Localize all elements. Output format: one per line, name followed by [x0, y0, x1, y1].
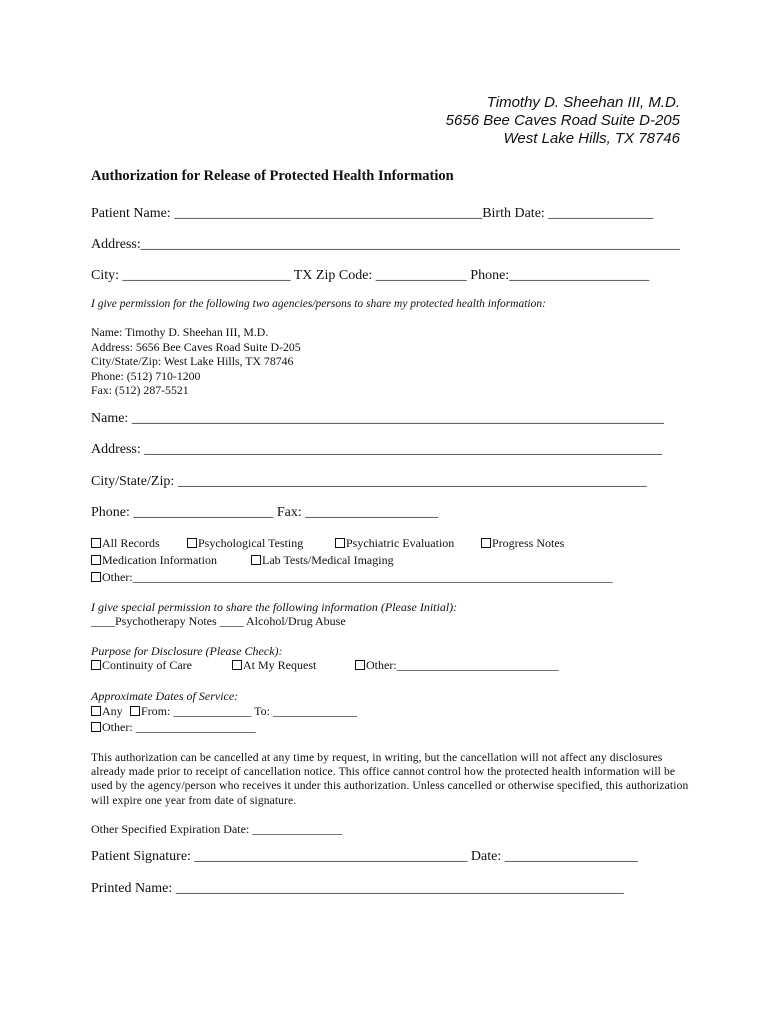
recipient-address-line[interactable]: Address: __________________________________________________________________________	[91, 442, 663, 457]
printed-name-line[interactable]: Printed Name: ________________________________________________________________	[91, 881, 624, 896]
expiration-date-line[interactable]: Other Specified Expiration Date: _______________	[91, 822, 343, 836]
checkbox-icon[interactable]	[187, 538, 197, 548]
provider-city: City/State/Zip: West Lake Hills, TX 78746	[91, 354, 294, 368]
cancellation-disclaimer: This authorization can be cancelled at any time by request, in writing, but the cancellation will not affect any disclosures already made prior to receipt of cancellation notice. This office cannot control how the protected health information will be used by the agency/person who receives it under this authorization. Unless cancelled or otherwise specified, this authorization will expire one year from date of signature.	[91, 751, 689, 807]
recipient-phone-fax-line[interactable]: Phone: ____________________ Fax: ___________________	[91, 505, 439, 520]
recipient-city-line[interactable]: City/State/Zip: ___________________________________________________________________	[91, 474, 647, 489]
checkbox-continuity[interactable]: Continuity of Care	[91, 658, 192, 673]
special-permission-intro: I give special permission to share the following information (Please Initial):	[91, 600, 458, 614]
checkbox-icon[interactable]	[355, 660, 365, 670]
checkbox-icon[interactable]	[335, 538, 345, 548]
dates-intro: Approximate Dates of Service:	[91, 689, 239, 703]
provider-block	[91, 325, 301, 398]
checkbox-icon[interactable]	[481, 538, 491, 548]
signature-date-line[interactable]: Patient Signature: _______________________________________ Date: ___________________	[91, 849, 638, 864]
checkbox-purpose-other[interactable]: Other:___________________________	[355, 658, 559, 673]
checkbox-psych-eval[interactable]: Psychiatric Evaluation	[335, 536, 454, 551]
checkbox-icon[interactable]	[91, 572, 101, 582]
permission-intro: I give permission for the following two agencies/persons to share my protected health information:	[91, 298, 546, 310]
checkbox-icon[interactable]	[91, 706, 101, 716]
checkbox-other-records[interactable]: Other:________________________________________________________________________________	[91, 570, 613, 585]
checkbox-medication[interactable]: Medication Information	[91, 553, 217, 568]
form-title: Authorization for Release of Protected Health Information	[91, 168, 454, 184]
doctor-street: 5656 Bee Caves Road Suite D-205	[445, 112, 680, 129]
recipient-name-line[interactable]: Name: ____________________________________________________________________________	[91, 411, 664, 426]
checkbox-psych-testing[interactable]: Psychological Testing	[187, 536, 303, 551]
checkbox-any-date[interactable]: Any	[91, 704, 123, 719]
checkbox-icon[interactable]	[91, 660, 101, 670]
checkbox-all-records[interactable]: All Records	[91, 536, 160, 551]
checkbox-icon[interactable]	[91, 538, 101, 548]
provider-name: Name: Timothy D. Sheehan III, M.D.	[91, 325, 269, 339]
checkbox-icon[interactable]	[232, 660, 242, 670]
special-permission-initials-line[interactable]: ____Psychotherapy Notes ____ Alcohol/Drug Abuse	[91, 614, 346, 628]
checkbox-date-range[interactable]: From: _____________ To: ______________	[130, 704, 357, 719]
patient-address-line[interactable]: Address:_____________________________________________________________________________	[91, 237, 680, 252]
patient-city-zip-phone-line[interactable]: City: ________________________ TX Zip Code: _____________ Phone:____________________	[91, 268, 650, 283]
provider-fax: Fax: (512) 287-5521	[91, 383, 189, 397]
checkbox-icon[interactable]	[130, 706, 140, 716]
checkbox-date-other[interactable]: Other: ____________________	[91, 720, 256, 735]
checkbox-at-request[interactable]: At My Request	[232, 658, 316, 673]
checkbox-icon[interactable]	[91, 722, 101, 732]
patient-name-birthdate-line[interactable]: Patient Name: ____________________________________________Birth Date: _______________	[91, 206, 654, 221]
checkbox-icon[interactable]	[91, 555, 101, 565]
doctor-city: West Lake Hills, TX 78746	[503, 130, 680, 147]
checkbox-progress-notes[interactable]: Progress Notes	[481, 536, 564, 551]
provider-phone: Phone: (512) 710-1200	[91, 368, 201, 383]
purpose-intro: Purpose for Disclosure (Please Check):	[91, 644, 283, 658]
doctor-name: Timothy D. Sheehan III, M.D.	[486, 94, 680, 111]
checkbox-lab-tests[interactable]: Lab Tests/Medical Imaging	[251, 553, 394, 568]
checkbox-icon[interactable]	[251, 555, 261, 565]
provider-address: Address: 5656 Bee Caves Road Suite D-205	[91, 339, 301, 354]
